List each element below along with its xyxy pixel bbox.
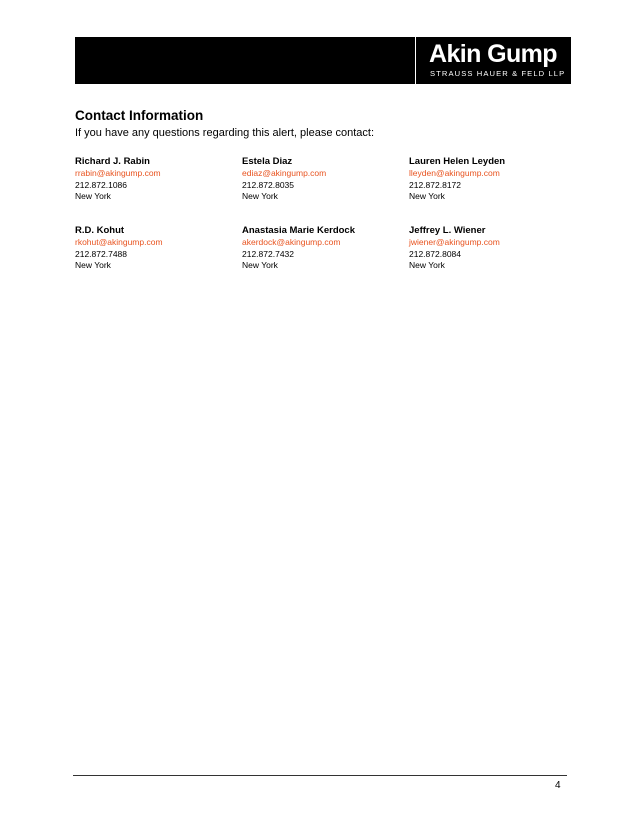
brand-logo-subtitle: STRAUSS HAUER & FELD LLP [430,69,566,78]
header-bar [75,37,571,84]
contact-phone: 212.872.7432 [242,248,294,259]
contact-city: New York [242,260,278,270]
page-number: 4 [555,780,561,791]
contact-name: R.D. Kohut [75,225,125,236]
contact-name: Richard J. Rabin [75,156,150,167]
contact-card [409,225,569,272]
contact-city: New York [242,191,278,201]
section-title: Contact Information [75,108,204,123]
contact-name: Lauren Helen Leyden [409,156,506,167]
contact-card [75,225,235,272]
contact-email-link[interactable]: akerdock@akingump.com [242,237,341,247]
brand-logo-name[interactable]: Akin Gump [429,40,557,68]
footer-divider [73,775,567,776]
contact-email-link[interactable]: ediaz@akingump.com [242,168,327,178]
contact-card [75,156,235,203]
contact-city: New York [409,260,445,270]
contact-name: Estela Diaz [242,156,293,167]
contact-card [242,156,402,203]
contact-city: New York [75,191,111,201]
contact-email-link[interactable]: jwiener@akingump.com [409,237,500,247]
contact-email-link[interactable]: rrabin@akingump.com [75,168,161,178]
contact-phone: 212.872.8035 [242,179,294,190]
contact-card [242,225,402,272]
contact-phone: 212.872.1086 [75,179,127,190]
contact-city: New York [409,191,445,201]
contact-phone: 212.872.8084 [409,248,461,259]
contact-name: Jeffrey L. Wiener [409,225,486,236]
contact-name: Anastasia Marie Kerdock [242,225,355,236]
contact-card [409,156,569,203]
contact-email-link[interactable]: lleyden@akingump.com [409,168,500,178]
contact-phone: 212.872.8172 [409,179,461,190]
logo-divider [415,37,416,84]
intro-text: If you have any questions regarding this alert, please contact: [75,127,375,139]
contact-city: New York [75,260,111,270]
contact-phone: 212.872.7488 [75,248,127,259]
contact-email-link[interactable]: rkohut@akingump.com [75,237,163,247]
